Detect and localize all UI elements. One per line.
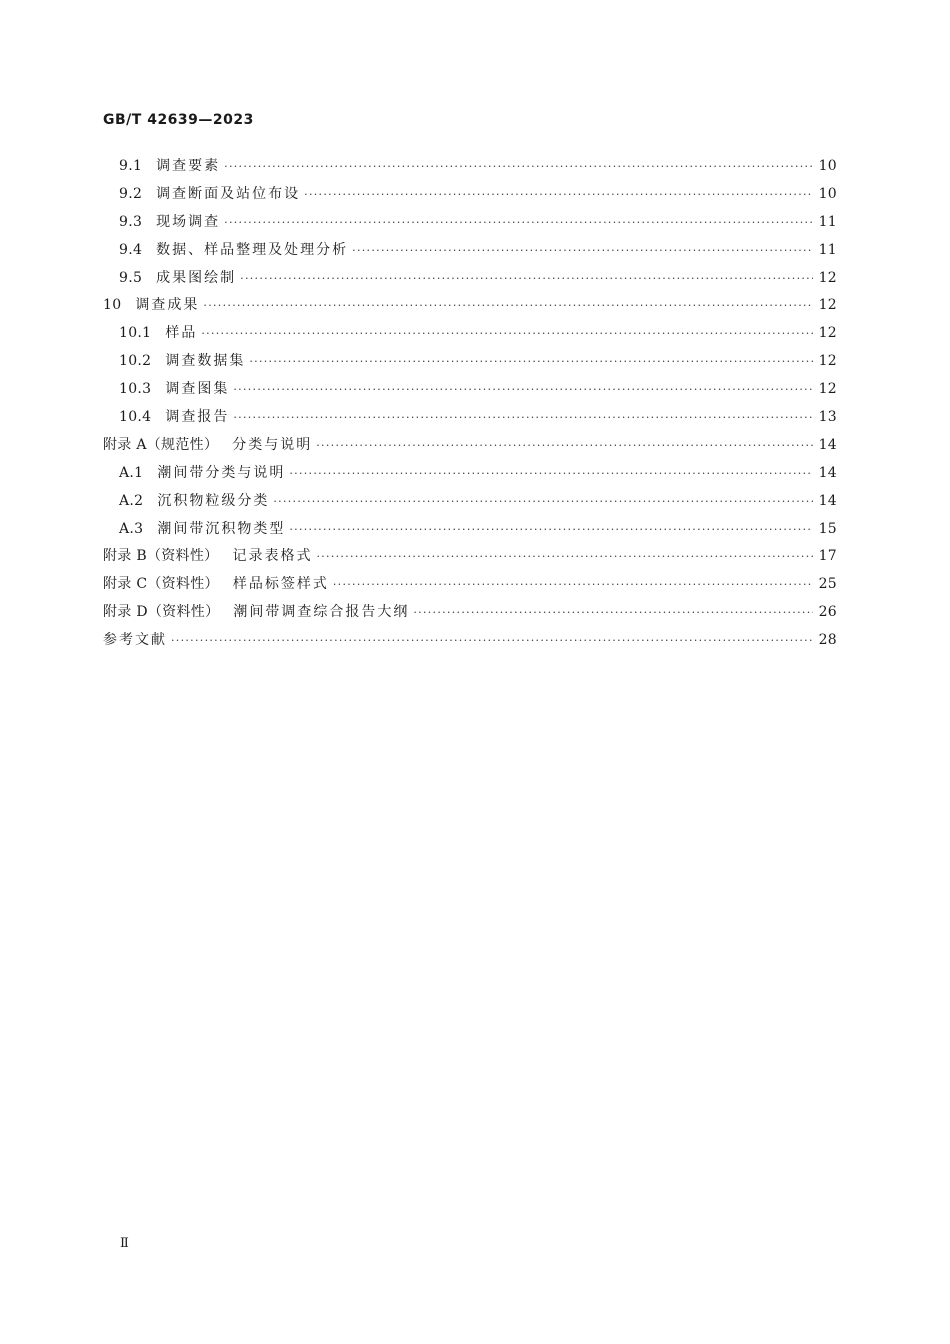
toc-entry-title: 调查数据集 <box>165 353 246 370</box>
toc-entry-page: 11 <box>818 213 837 230</box>
toc-leader-dots <box>413 599 812 627</box>
toc-leader-dots <box>289 516 812 544</box>
toc-entry[interactable] <box>103 320 837 348</box>
toc-entry-number: 附录 B（资料性） <box>103 548 219 565</box>
toc-leader-dots <box>316 543 812 571</box>
toc-entry-number: A.2 <box>119 492 144 509</box>
toc-entry-title: 沉积物粒级分类 <box>157 492 270 509</box>
toc-entry-number: 9.4 <box>119 241 143 258</box>
toc-leader-dots <box>240 265 812 293</box>
toc-leader-dots <box>171 627 813 655</box>
toc-entry-title: 现场调查 <box>156 213 221 230</box>
toc-entry-number: 10.3 <box>119 381 152 398</box>
toc-entry-title: 成果图绘制 <box>156 269 237 286</box>
toc-leader-dots <box>203 292 812 320</box>
toc-entry[interactable] <box>103 153 837 181</box>
toc-entry-number: 10.4 <box>119 409 152 426</box>
toc-entry-title: 记录表格式 <box>232 548 313 565</box>
toc-entry-page: 12 <box>818 297 837 314</box>
toc-entry[interactable] <box>103 237 837 265</box>
table-of-contents <box>103 153 837 655</box>
standard-code: GB/T 42639—2023 <box>103 112 254 128</box>
toc-entry[interactable] <box>103 543 837 571</box>
toc-entry-number: A.3 <box>119 520 144 537</box>
toc-entry-title: 潮间带分类与说明 <box>157 464 286 481</box>
toc-leader-dots <box>352 237 812 265</box>
toc-entry-page: 14 <box>818 436 837 453</box>
toc-entry-page: 26 <box>818 604 837 621</box>
toc-entry-number: A.1 <box>119 464 144 481</box>
toc-entry-number: 9.5 <box>119 269 143 286</box>
toc-entry-page: 14 <box>818 464 837 481</box>
toc-leader-dots <box>333 571 813 599</box>
toc-entry-number: 10.1 <box>119 325 152 342</box>
toc-leader-dots <box>304 181 812 209</box>
toc-entry-page: 11 <box>818 241 837 258</box>
toc-leader-dots <box>289 460 812 488</box>
toc-entry-page: 13 <box>818 409 837 426</box>
toc-entry-page: 10 <box>818 185 837 202</box>
toc-entry-title: 潮间带沉积物类型 <box>157 520 286 537</box>
toc-entry-page: 12 <box>818 353 837 370</box>
toc-entry-title: 调查图集 <box>165 381 230 398</box>
toc-entry-title: 调查成果 <box>135 297 200 314</box>
toc-entry-title: 数据、样品整理及处理分析 <box>156 241 349 258</box>
toc-entry-number: 10.2 <box>119 353 152 370</box>
toc-entry-page: 17 <box>818 548 837 565</box>
toc-entry-page: 14 <box>818 492 837 509</box>
toc-entry[interactable] <box>103 404 837 432</box>
toc-entry-title: 参考文献 <box>103 632 167 649</box>
toc-entry-number: 9.2 <box>119 185 143 202</box>
toc-entry-number: 10 <box>103 297 122 314</box>
toc-entry-number: 9.3 <box>119 213 143 230</box>
toc-leader-dots <box>316 432 812 460</box>
toc-leader-dots <box>224 153 812 181</box>
toc-entry-number: 附录 C（资料性） <box>103 576 219 593</box>
toc-entry-page: 15 <box>818 520 837 537</box>
toc-leader-dots <box>201 320 812 348</box>
toc-entry[interactable] <box>103 265 837 293</box>
toc-entry[interactable] <box>103 460 837 488</box>
toc-entry[interactable] <box>103 376 837 404</box>
toc-entry-title: 调查要素 <box>156 158 221 174</box>
toc-entry[interactable] <box>103 516 837 544</box>
toc-entry[interactable] <box>103 627 837 655</box>
toc-entry-page: 12 <box>818 269 837 286</box>
toc-entry-number: 附录 A（规范性） <box>103 436 219 453</box>
toc-entry[interactable] <box>103 599 837 627</box>
toc-entry-number: 附录 D（资料性） <box>103 604 220 621</box>
toc-leader-dots <box>233 376 812 404</box>
toc-entry-title: 样品 <box>165 325 198 342</box>
toc-entry[interactable] <box>103 209 837 237</box>
toc-leader-dots <box>233 404 812 432</box>
toc-entry-title: 样品标签样式 <box>232 576 329 593</box>
toc-entry-page: 12 <box>818 325 837 342</box>
toc-leader-dots <box>273 488 812 516</box>
toc-entry-page: 25 <box>818 576 837 593</box>
toc-entry-number: 9.1 <box>119 158 143 174</box>
toc-entry-title: 调查报告 <box>165 409 230 426</box>
toc-entry[interactable] <box>103 488 837 516</box>
toc-entry[interactable] <box>103 181 837 209</box>
toc-entry-page: 28 <box>818 632 837 649</box>
toc-entry-page: 12 <box>818 381 837 398</box>
toc-entry-page: 10 <box>818 158 837 174</box>
toc-entry[interactable] <box>103 571 837 599</box>
toc-entry[interactable] <box>103 432 837 460</box>
page-folio: Ⅱ <box>120 1236 129 1251</box>
toc-entry[interactable] <box>103 292 837 320</box>
toc-entry-title: 分类与说明 <box>232 436 313 453</box>
toc-leader-dots <box>249 348 812 376</box>
toc-entry-title: 调查断面及站位布设 <box>156 185 301 202</box>
toc-entry-title: 潮间带调查综合报告大纲 <box>233 604 410 621</box>
toc-entry[interactable] <box>103 348 837 376</box>
toc-leader-dots <box>224 209 812 237</box>
